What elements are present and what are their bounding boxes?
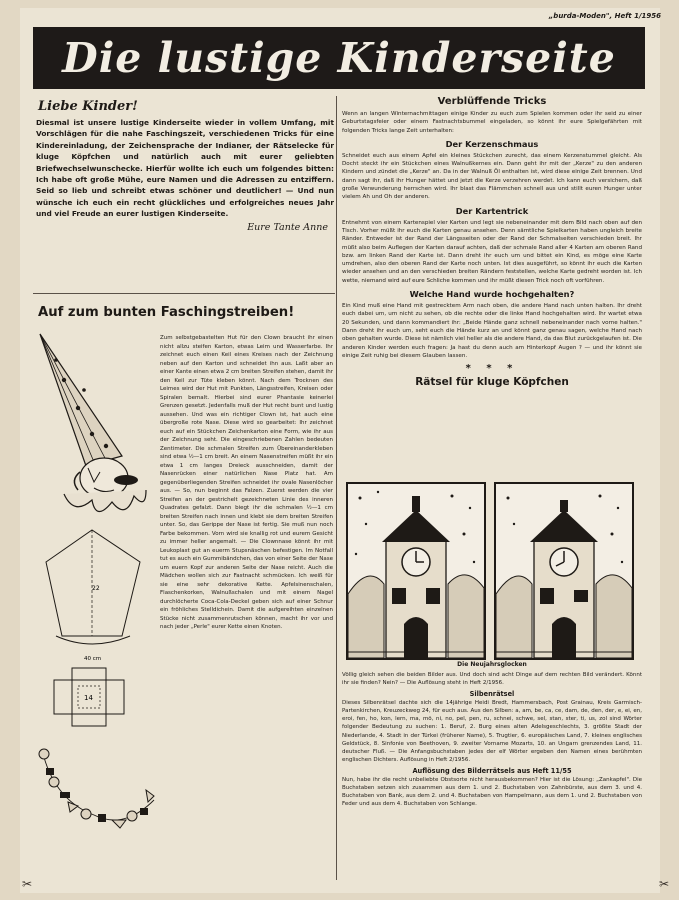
nose-pattern-diagram <box>54 668 124 726</box>
clown-illustration <box>40 334 146 512</box>
karten-body: Entnehmt von einem Kartenspiel vier Karten und legt sie nebeneinander mit dem Bild nach oben auf den Tisch. Vorher müßt ihr euch die Karten genau ansehen. Denn sämtliche Spielkarten haben ungleich breite Ränder. Entweder ist der Rand der Längsseiten oder der Rand der Schmalseiten verschieden breit. Ihr müßt also beim Auflegen der Karten darauf achten, daß der schmale Rand aller 4 Karten am oberen Rand bzw. am linken Rand der Karte ist. Dann dreht ihr euch um und bittet ein Kind, es möge eine Karte umdrehen, also den oberen Rand der Karte noch unten. Ist dies ausgeführt, so könnt ihr euch die Karten wieder ansehen und an den verschieden breiten Rändern feststellen, welche Karte gedreht worden ist. Ich wette, niemand wird auf eure Schliche kommen und ihr müßt diesen Trick noch oft vorführen. <box>342 219 642 284</box>
puzzle-caption-body: Völlig gleich sehen die beiden Bilder aus. Und doch sind acht Dinge auf dem rechten Bild verändert. Könnt ihr sie finden? Nein? — Die Auflösung steht in Heft 2/1956. <box>342 672 642 687</box>
hat-pattern-diagram <box>46 530 140 662</box>
necklace-illustration <box>39 749 154 828</box>
title-banner <box>33 27 645 89</box>
scissors-icon: ✂ <box>22 877 33 891</box>
craft-illustrations <box>34 330 158 875</box>
section-separator: * * * <box>465 363 519 375</box>
aufloesung-body: Nun, habe ihr die recht unbeliebte Obstsorte nicht herausbekommen? Hier ist die Lösung: „Zankapfel". Die Buchstaben setzen sich zusammen aus dem 1. und 2. Buchstaben von Zahnbürste, aus dem 3. und 4. Buchstaben von Bank, aus dem 2. und 4. Buchstaben von Hampelmann, aus dem 1. und 2. Buchstaben von Feder und aus dem 4. Buchstaben von Schlange. <box>342 776 642 808</box>
silben-heading: Silbenrätsel <box>469 690 515 699</box>
puzzle-picture-right <box>494 482 634 660</box>
tricks-section <box>342 96 642 471</box>
section-divider <box>33 293 335 294</box>
karten-heading: Der Kartentrick <box>455 205 529 216</box>
puzzle-picture-left <box>346 482 486 660</box>
hand-heading: Welche Hand wurde hochgehalten? <box>409 289 575 300</box>
hand-body: Ein Kind muß eine Hand mit gestrecktem Arm nach oben, die andere Hand nach unten halten. Ihr dreht euch dabei um, um nicht zu sehen, ob die rechte oder die linke Hand hochgehalten wird. Ihr wartet etwa 20 Sekunden, und dann kommandiert ihr: „Beide Hände ganz schnell nebeneinander nach vorne halten." Dann dreht ihr euch um, seht euch die Hände kurz an und könnt ganz genau sagen, welche Hand nach oben gehalten wurde. Diese ist nämlich viel heller als die andere Hand, da das Blut zurückgelaufen ist. Die anderen Kinder werden euch fragen: Ja hast du denn auch am Hinterkopf Augen ? — und ihr könnt sie einige Zeit ruhig bei diesem Glauben lassen. <box>342 303 642 359</box>
aufloesung-heading: Auflösung des Bilderrätsels aus Heft 11/55 <box>412 766 572 775</box>
greeting-body: Diesmal ist unsere lustige Kinderseite wieder in vollem Umfang, mit Vorschlägen für die nahe Faschingszeit, verschiedenen Tricks für eine Kindereinladung, der Zeichensprache der Indianer, der Rätselecke für kluge Köpfchen und natürlich auch mit eurer geliebten Briefwechselwunschecke. Hierfür wollte ich euch um folgendes bitten: Ich habe oft große Mühe, eure Namen und die Adressen zu entziffern. Seid so lieb und schreibt etwas schöner und deutlicher! — Und nun wünsche ich euch ein recht glückliches und erfolgreiches neues Jahr und viel Freude an eurer lustigen Kinderseite. <box>36 118 334 219</box>
column-divider <box>336 96 337 880</box>
kerzen-body: Schneidet euch aus einem Apfel ein kleines Stückchen zurecht, das einem Kerzenstummel gleicht. Als Docht steckt ihr ein Stückchen eines Walnußkernes ein. Dann geht ihr mit der „Kerze" zu den anderen Kindern und zündet die „Kerze" an. Da in der Walnuß Öl enthalten ist, wird diese einige Zeit brennen. Und dann sagt ihr, daß ihr Hunger hättet und jetzt die Kerze verzehren werdet. Ich kann euch versichern, daß große Verwunderung herrschen wird. Ihr blast das Flämmchen schnell aus und stillt euren Hunger unter vielem Ah und Oh der anderen. <box>342 152 642 201</box>
fasching-body: Zum selbstgebastelten Hut für den Clown braucht ihr einen nicht allzu steifen Karton, etwas Leim und Wasserfarbe. Ihr zeichnet euch einen Keil eines Kreises nach der Zeichnung neben auf den Karton und schneidet ihn aus. Laßt aber an einer Kante einen etwa 2 cm breiten Streifen stehen, damit ihr den Keil zur Tüte kleben könnt. Nach dem Trocknen des Leimes wird der Hut mit Punkten, Längsstreifen, Kreisen oder Spiralen bemalt. Hierbei sind eurer Phantasie keinerlei Grenzen gesetzt. Jedenfalls muß der Hut recht bunt und lustig aussehen. Und was ein richtiger Clown ist, hat auch eine übergroße rote Nase. Diese wird so gearbeitet: Ihr zeichnet euch auf ein Stückchen Zeichenkarton eine Form, wie ihr aus der Zeichnung seht. Die eingeschriebenen Zahlen bedeuten Zentimeter. Die schmalen Streifen zum Übereinanderkleben sind etwa ½—1 cm breit. An einem Nasenstreifen müßt ihr ein etwa 1 cm langes Dreieck ausschneiden, damit der Nasenrücken einer natürlichen Nase Platz hat. Am gegenüberliegenden Streifen schneidet ihr ovale Nasenlöcher aus. — So, nun beginnt das Falzen. Zuerst werden die vier Streifen an der gestrichelt gezeichneten Linie des inneren Quadrates gefalzt. Dann biegt ihr die schmalen ½—1 cm breiten Streifen nach innen und klebt sie dem breiten Streifen unter. So, das Gerippe der Nase ist fertig. Sie muß nun noch Farbe bekommen. Vorn wird sie knallig rot und eurem Gesicht zu immer heller angemalt. — Die Clownnase könnt ihr mit Leukoplast gut an euerm Stupsnäschen befestigen. Im Notfall tut es auch ein Gummibändchen, das von einer Seite der Nase um euern Kopf zur anderen Seite der Nase reicht. Auch die Mädchen wollen sich zur Fastnacht schmücken. Ich weiß für sie eine sehr dekorative Kette. Apfelsinenschalen, Flaschenkorken, Walnußschalen und mit einem Nagel durchlöcherte Coca-Cola-Deckel geben sich auf einer Schnur ein fröhliches Stelldichein. Damit die aufgereihten einzelnen Stücke nicht zusammenrutschen können, macht ihr vor und nach jeder „Perle" eurer Kette einen Knoten. <box>160 335 333 630</box>
raetsel-heading: Rätsel für kluge Köpfchen <box>415 376 569 389</box>
publication-reference: „burda-Moden", Heft 1/1956 <box>548 12 661 20</box>
clock-tower-drawing <box>348 484 484 658</box>
tricks-heading: Verblüffende Tricks <box>437 96 547 107</box>
fasching-heading: Auf zum bunten Faschingstreiben! <box>38 305 295 320</box>
hat-dimension-label: 22 <box>92 585 100 592</box>
nose-dimension-label: 14 <box>84 694 93 702</box>
page-title: Die lustige Kinderseite <box>62 34 616 82</box>
tricks-intro: Wenn an langen Winternachmittagen einige Kinder zu euch zum Spielen kommen oder ihr seid zu einer Geburtstagsfeier oder einem Fastnachtsbummel eingeladen, so könnt ihr eure Spielgefährten mit folgenden Tricks lange Zeit unterhalten: <box>342 111 642 134</box>
puzzle-caption: Die Neujahrsglocken <box>457 661 527 668</box>
silben-body: Dieses Silbenrätsel dachte sich die 14jährige Heidi Bredt, Hammersbach, Post Grainau, Kreis Garmisch-Partenkirchen, Kreuzeckweg 24, für euch aus. Aus den Silben: a, am, be, ca, ce, dam, de, den, der, e, ei, en, eroi, fen, ho, kon, lern, ma, mö, ni, no, pel, pen, ru, schnei, schwe, sel, stan, ster, ti, us, zol sind Wörter folgender Bedeutung zu suchen: 1. Beruf, 2. Burg eines alten Adelsgeschlechts, 3. größte Stadt der Niederlande, 4. Stadt in der Türkei (früherer Name), 5. Trugtier, 6. europäisches Land, 7. kleines englisches Geldstück, 8. Sinfonie von Beethoven, 9. zweiter Vorname Mozarts, 10. an Ungarn grenzendes Land, 11. deutscher Fluß. — Die Anfangsbuchstaben jedes der elf Wörter ergeben den Namen eines berühmten englischen Dichters. Auflösung in Heft 2/1956. <box>342 700 642 763</box>
kerzen-heading: Der Kerzenschmaus <box>445 138 539 149</box>
greeting-heading: Liebe Kinder! <box>38 99 138 114</box>
clock-tower-drawing-changed <box>496 484 632 658</box>
greeting-section <box>36 99 334 291</box>
greeting-signature: Eure Tante Anne <box>247 221 328 233</box>
hat-width-label: 40 cm <box>84 656 102 662</box>
scissors-icon: ✂ <box>659 877 670 891</box>
raetsel-lower-section <box>342 671 642 808</box>
